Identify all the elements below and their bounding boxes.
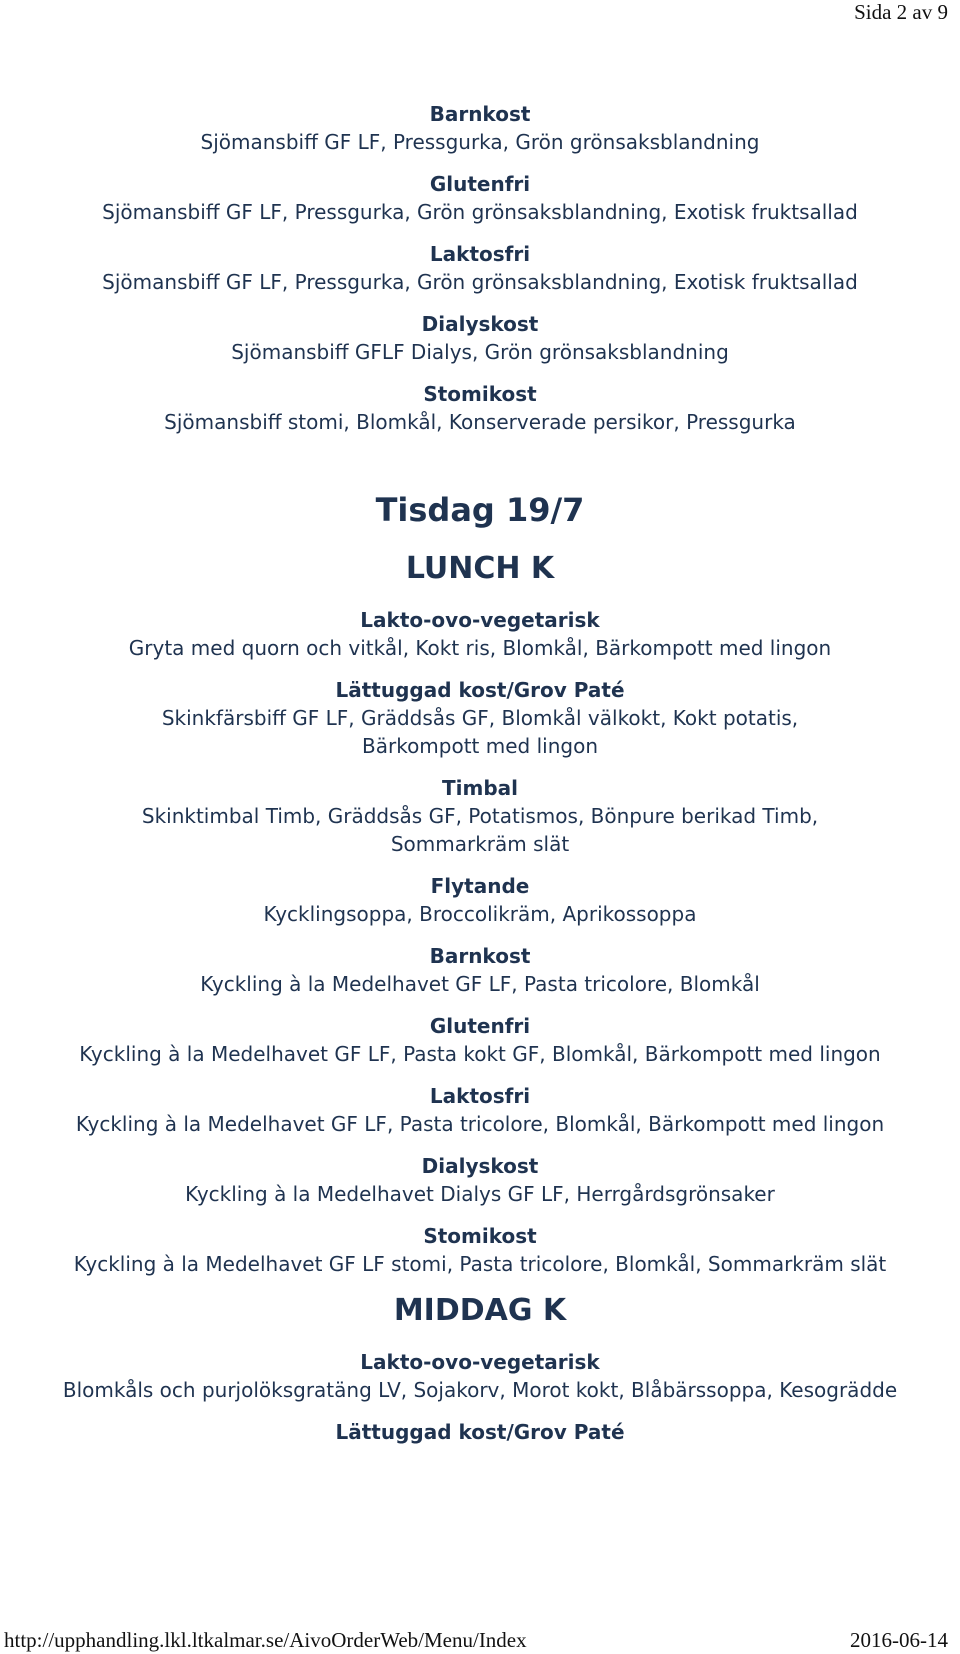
diet-label: Lakto-ovo-vegetarisk (360, 608, 600, 632)
menu-section (40, 1348, 920, 1404)
dish-list: Kyckling à la Medelhavet Dialys GF LF, Herrgårdsgrönsaker (185, 1182, 775, 1206)
dinner-heading: MIDDAG K (393, 1293, 567, 1328)
lunch-heading: LUNCH K (405, 551, 555, 586)
dish-list: Sjömansbiff GFLF Dialys, Grön grönsaksblandning (231, 340, 729, 364)
menu-section (40, 1222, 920, 1278)
diet-label: Stomikost (423, 1224, 537, 1248)
menu-section (40, 310, 920, 366)
dish-list: Kyckling à la Medelhavet GF LF stomi, Pasta tricolore, Blomkål, Sommarkräm slät (73, 1252, 887, 1276)
page-number: Sida 2 av 9 (854, 0, 948, 24)
menu-section (40, 1012, 920, 1068)
dish-list: Sjömansbiff GF LF, Pressgurka, Grön grönsaksblandning, Exotisk fruktsallad (102, 270, 858, 294)
menu-section (40, 942, 920, 998)
diet-label: Glutenfri (429, 172, 531, 196)
diet-label: Timbal (441, 776, 518, 800)
footer-url: http://upphandling.lkl.ltkalmar.se/AivoOrderWeb/Menu/Index (4, 1628, 527, 1652)
diet-label: Lakto-ovo-vegetarisk (360, 1350, 600, 1374)
menu-section (40, 240, 920, 296)
diet-label: Laktosfri (429, 1084, 531, 1108)
menu-section (40, 676, 920, 760)
dish-list: Sjömansbiff GF LF, Pressgurka, Grön grönsaksblandning, Exotisk fruktsallad (102, 200, 858, 224)
menu-section (40, 774, 920, 858)
menu-section (40, 100, 920, 156)
dish-list: Skinkfärsbiff GF LF, Gräddsås GF, Blomkål välkokt, Kokt potatis, Bärkompott med lingon (161, 706, 799, 758)
dish-list: Kyckling à la Medelhavet GF LF, Pasta kokt GF, Blomkål, Bärkompott med lingon (79, 1042, 881, 1066)
diet-label: Glutenfri (429, 1014, 531, 1038)
menu-section (40, 606, 920, 662)
diet-label: Lättuggad kost/Grov Paté (335, 678, 625, 702)
diet-label: Stomikost (423, 382, 537, 406)
dish-list: Skinktimbal Timb, Gräddsås GF, Potatismos, Bönpure berikad Timb, Sommarkräm slät (141, 804, 819, 856)
menu-section (40, 1152, 920, 1208)
menu-section (40, 1418, 920, 1446)
dish-list: Gryta med quorn och vitkål, Kokt ris, Blomkål, Bärkompott med lingon (128, 636, 832, 660)
menu-content (40, 100, 920, 1460)
dish-list: Sjömansbiff GF LF, Pressgurka, Grön grönsaksblandning (200, 130, 760, 154)
diet-label: Flytande (430, 874, 530, 898)
menu-section (40, 1082, 920, 1138)
dish-list: Kyckling à la Medelhavet GF LF, Pasta tricolore, Blomkål (200, 972, 760, 996)
dish-list: Kycklingsoppa, Broccolikräm, Aprikossoppa (263, 902, 697, 926)
diet-label: Dialyskost (421, 1154, 539, 1178)
day-heading: Tisdag 19/7 (375, 491, 585, 529)
diet-label: Dialyskost (421, 312, 539, 336)
dish-list: Kyckling à la Medelhavet GF LF, Pasta tricolore, Blomkål, Bärkompott med lingon (75, 1112, 885, 1136)
menu-section (40, 872, 920, 928)
diet-label: Lättuggad kost/Grov Paté (335, 1420, 625, 1444)
dish-list: Blomkåls och purjolöksgratäng LV, Sojakorv, Morot kokt, Blåbärssoppa, Kesogrädde (62, 1378, 898, 1402)
diet-label: Barnkost (429, 944, 531, 968)
menu-section (40, 170, 920, 226)
footer-date: 2016-06-14 (850, 1628, 948, 1652)
dish-list: Sjömansbiff stomi, Blomkål, Konserverade persikor, Pressgurka (164, 410, 796, 434)
menu-section (40, 380, 920, 436)
diet-label: Barnkost (429, 102, 531, 126)
diet-label: Laktosfri (429, 242, 531, 266)
